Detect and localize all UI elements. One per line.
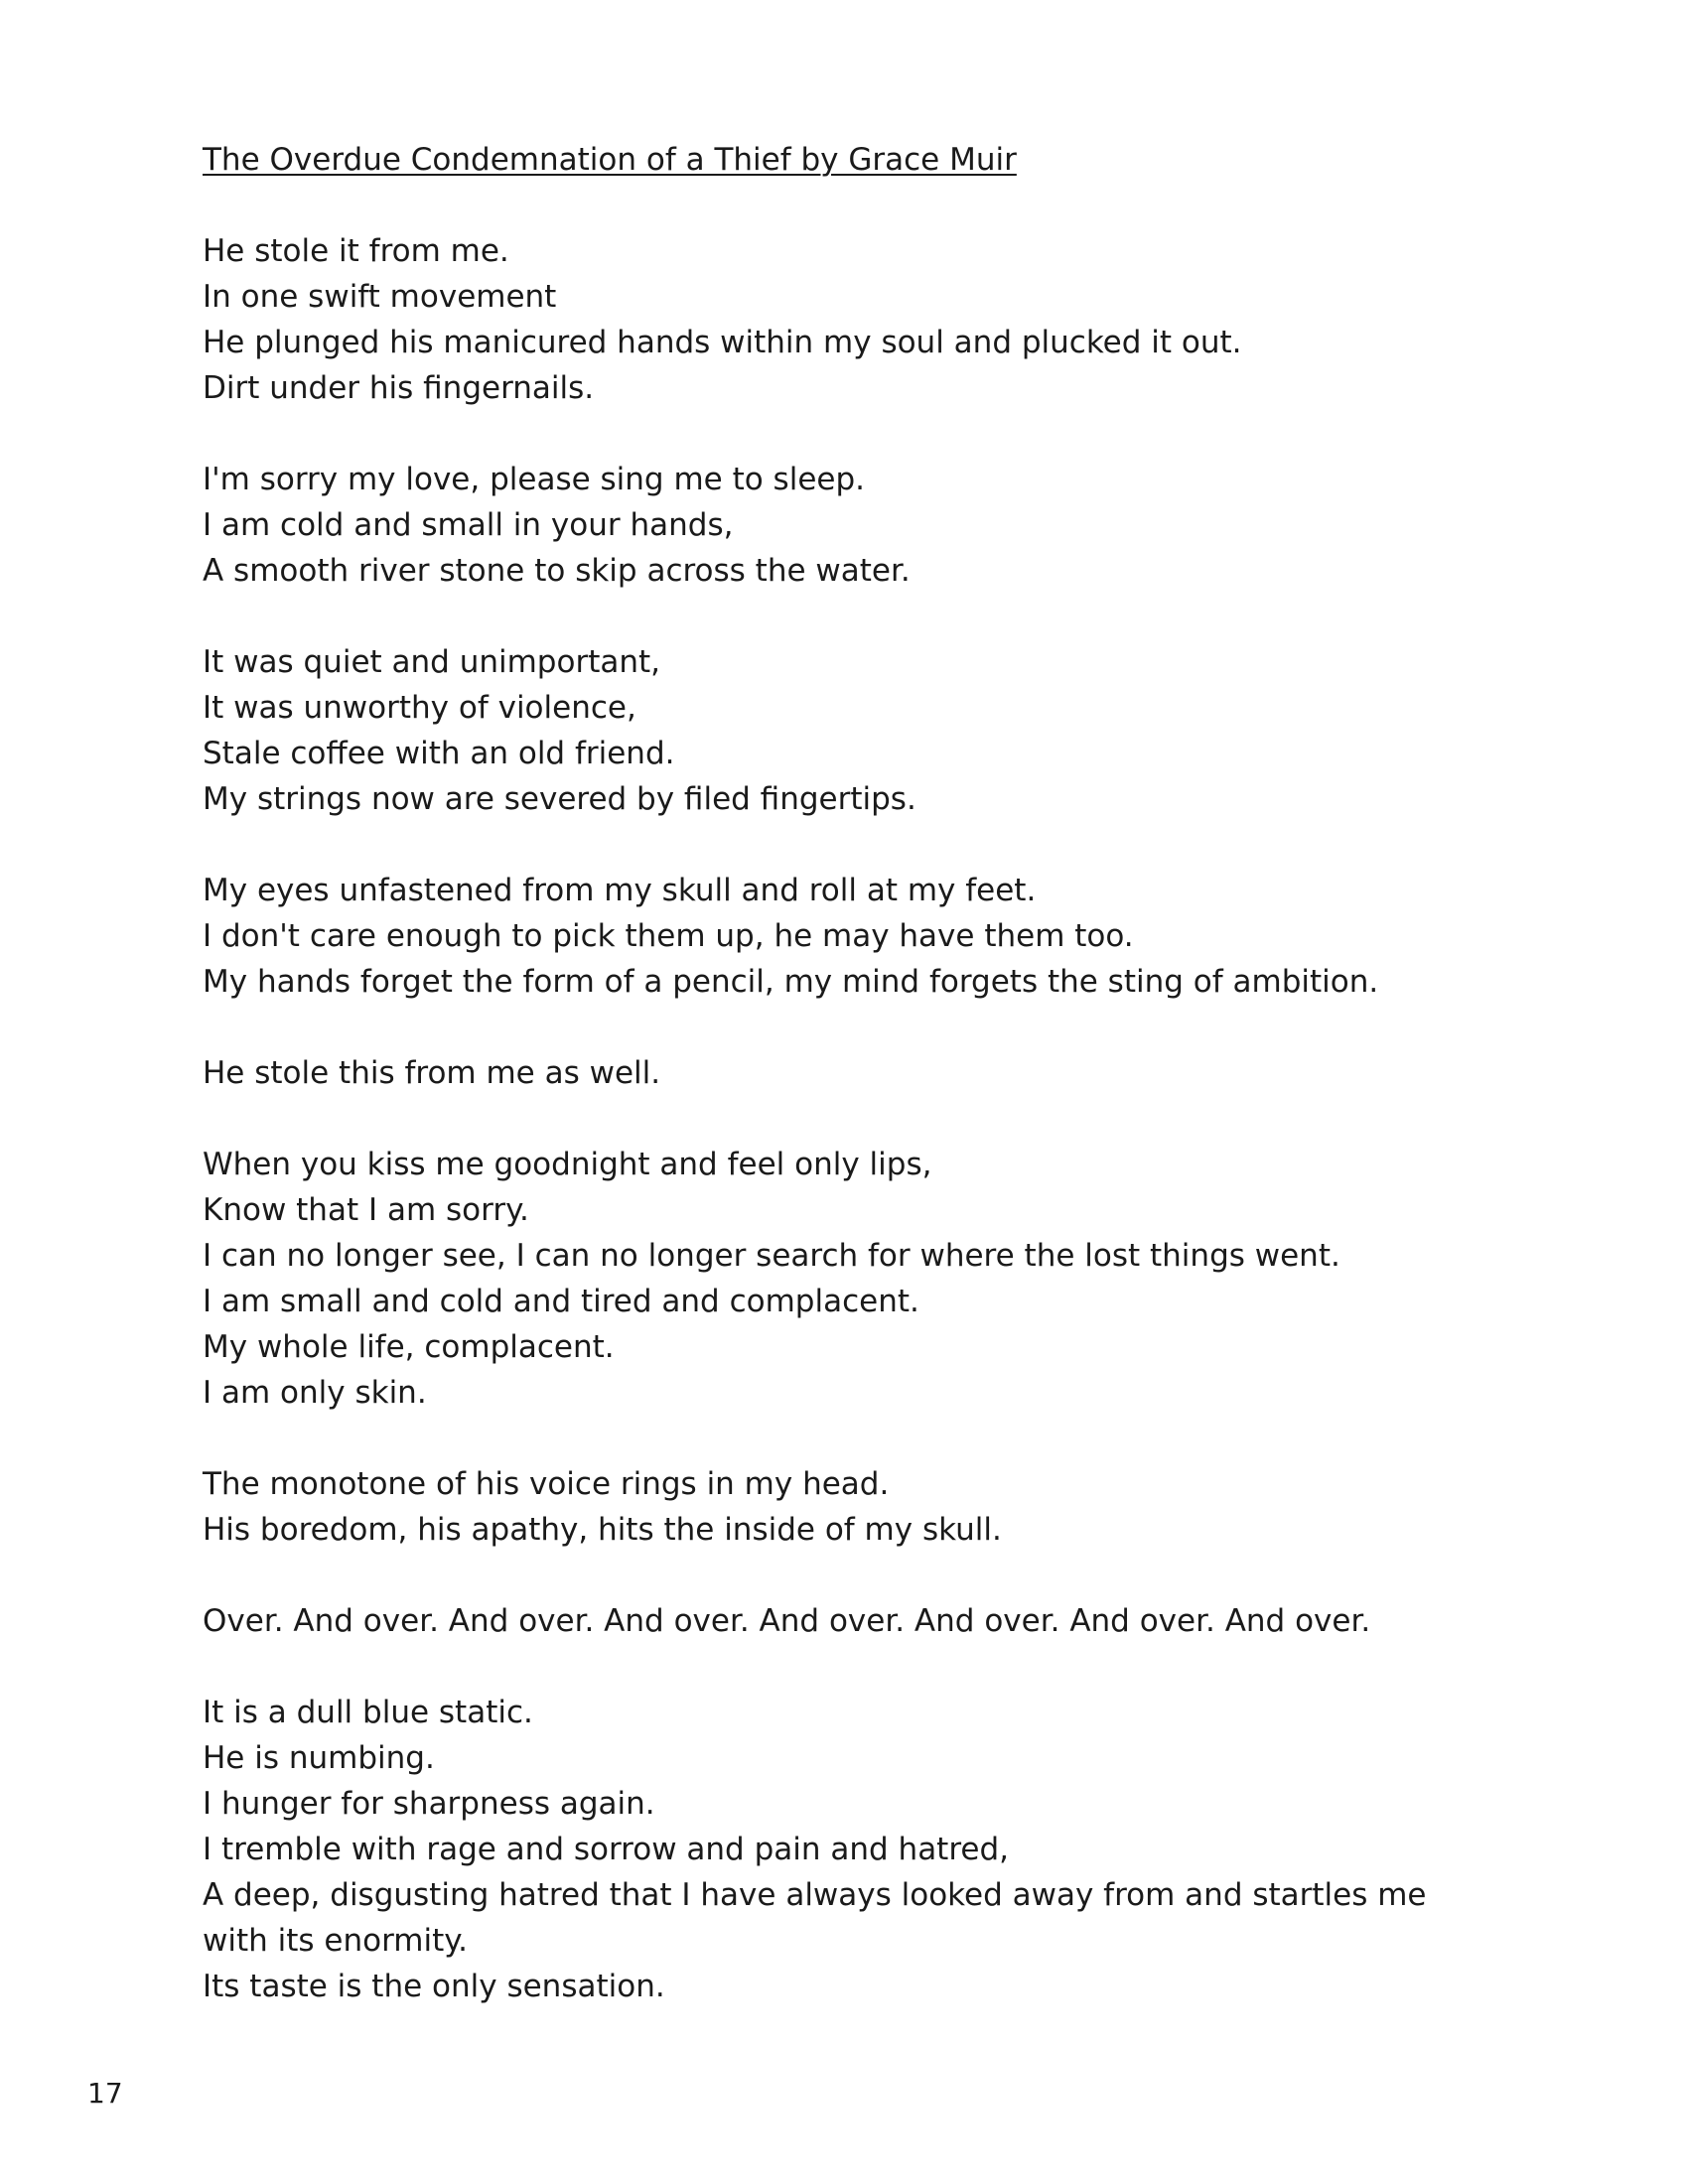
stanza (203, 639, 1493, 822)
poem-line: He plunged his manicured hands within my soul and plucked it out. (203, 325, 1242, 360)
poem-line: It was quiet and unimportant, (203, 644, 661, 680)
poem-line: I tremble with rage and sorrow and pain and hatred, (203, 1832, 1010, 1867)
poem-line: He is numbing. (203, 1740, 435, 1776)
poem-line: When you kiss me goodnight and feel only lips, (203, 1147, 932, 1182)
stanza (203, 1461, 1493, 1553)
poem-line: His boredom, his apathy, hits the inside of my skull. (203, 1512, 1002, 1548)
poem-line: I am cold and small in your hands, (203, 507, 734, 543)
poem-line: I don't care enough to pick them up, he may have them too. (203, 918, 1134, 954)
poem-line: Dirt under his fingernails. (203, 370, 595, 406)
stanza (203, 1142, 1493, 1416)
poem-line: I can no longer see, I can no longer search for where the lost things went. (203, 1238, 1340, 1274)
page-number: 17 (87, 2077, 123, 2110)
poem-line: I'm sorry my love, please sing me to sleep. (203, 462, 865, 497)
poem-line: Its taste is the only sensation. (203, 1969, 665, 2004)
poem-title: The Overdue Condemnation of a Thief by Grace Muir (203, 142, 1017, 178)
poem-line: I hunger for sharpness again. (203, 1786, 655, 1822)
poem-line: The monotone of his voice rings in my head. (203, 1466, 890, 1502)
poem-line: A smooth river stone to skip across the water. (203, 553, 911, 589)
poem-line: Over. And over. And over. And over. And over. And over. And over. And over. (203, 1603, 1371, 1639)
poem-line: My hands forget the form of a pencil, my mind forgets the sting of ambition. (203, 964, 1379, 1000)
poem-line: I am small and cold and tired and complacent. (203, 1284, 919, 1319)
poem-line: Stale coffee with an old friend. (203, 736, 675, 771)
poem-line: I am only skin. (203, 1375, 427, 1411)
stanza (203, 1050, 1493, 1096)
poem-line: It is a dull blue static. (203, 1695, 533, 1730)
poem-line: A deep, disgusting hatred that I have always looked away from and startles me with its enormity. (203, 1877, 1427, 1959)
stanza (203, 1598, 1493, 1644)
poem-line: It was unworthy of violence, (203, 690, 636, 726)
poem-line: Know that I am sorry. (203, 1192, 529, 1228)
poem-line: My whole life, complacent. (203, 1329, 615, 1365)
stanza (203, 457, 1493, 594)
poem (203, 137, 1493, 2055)
poem-line: He stole it from me. (203, 233, 509, 269)
poem-line: In one swift movement (203, 279, 557, 315)
poem-line: My strings now are severed by filed fingertips. (203, 781, 916, 817)
stanza (203, 1690, 1493, 2009)
stanza (203, 868, 1493, 1005)
poem-line: He stole this from me as well. (203, 1055, 661, 1091)
stanza (203, 228, 1493, 411)
poem-line: My eyes unfastened from my skull and roll at my feet. (203, 873, 1037, 908)
